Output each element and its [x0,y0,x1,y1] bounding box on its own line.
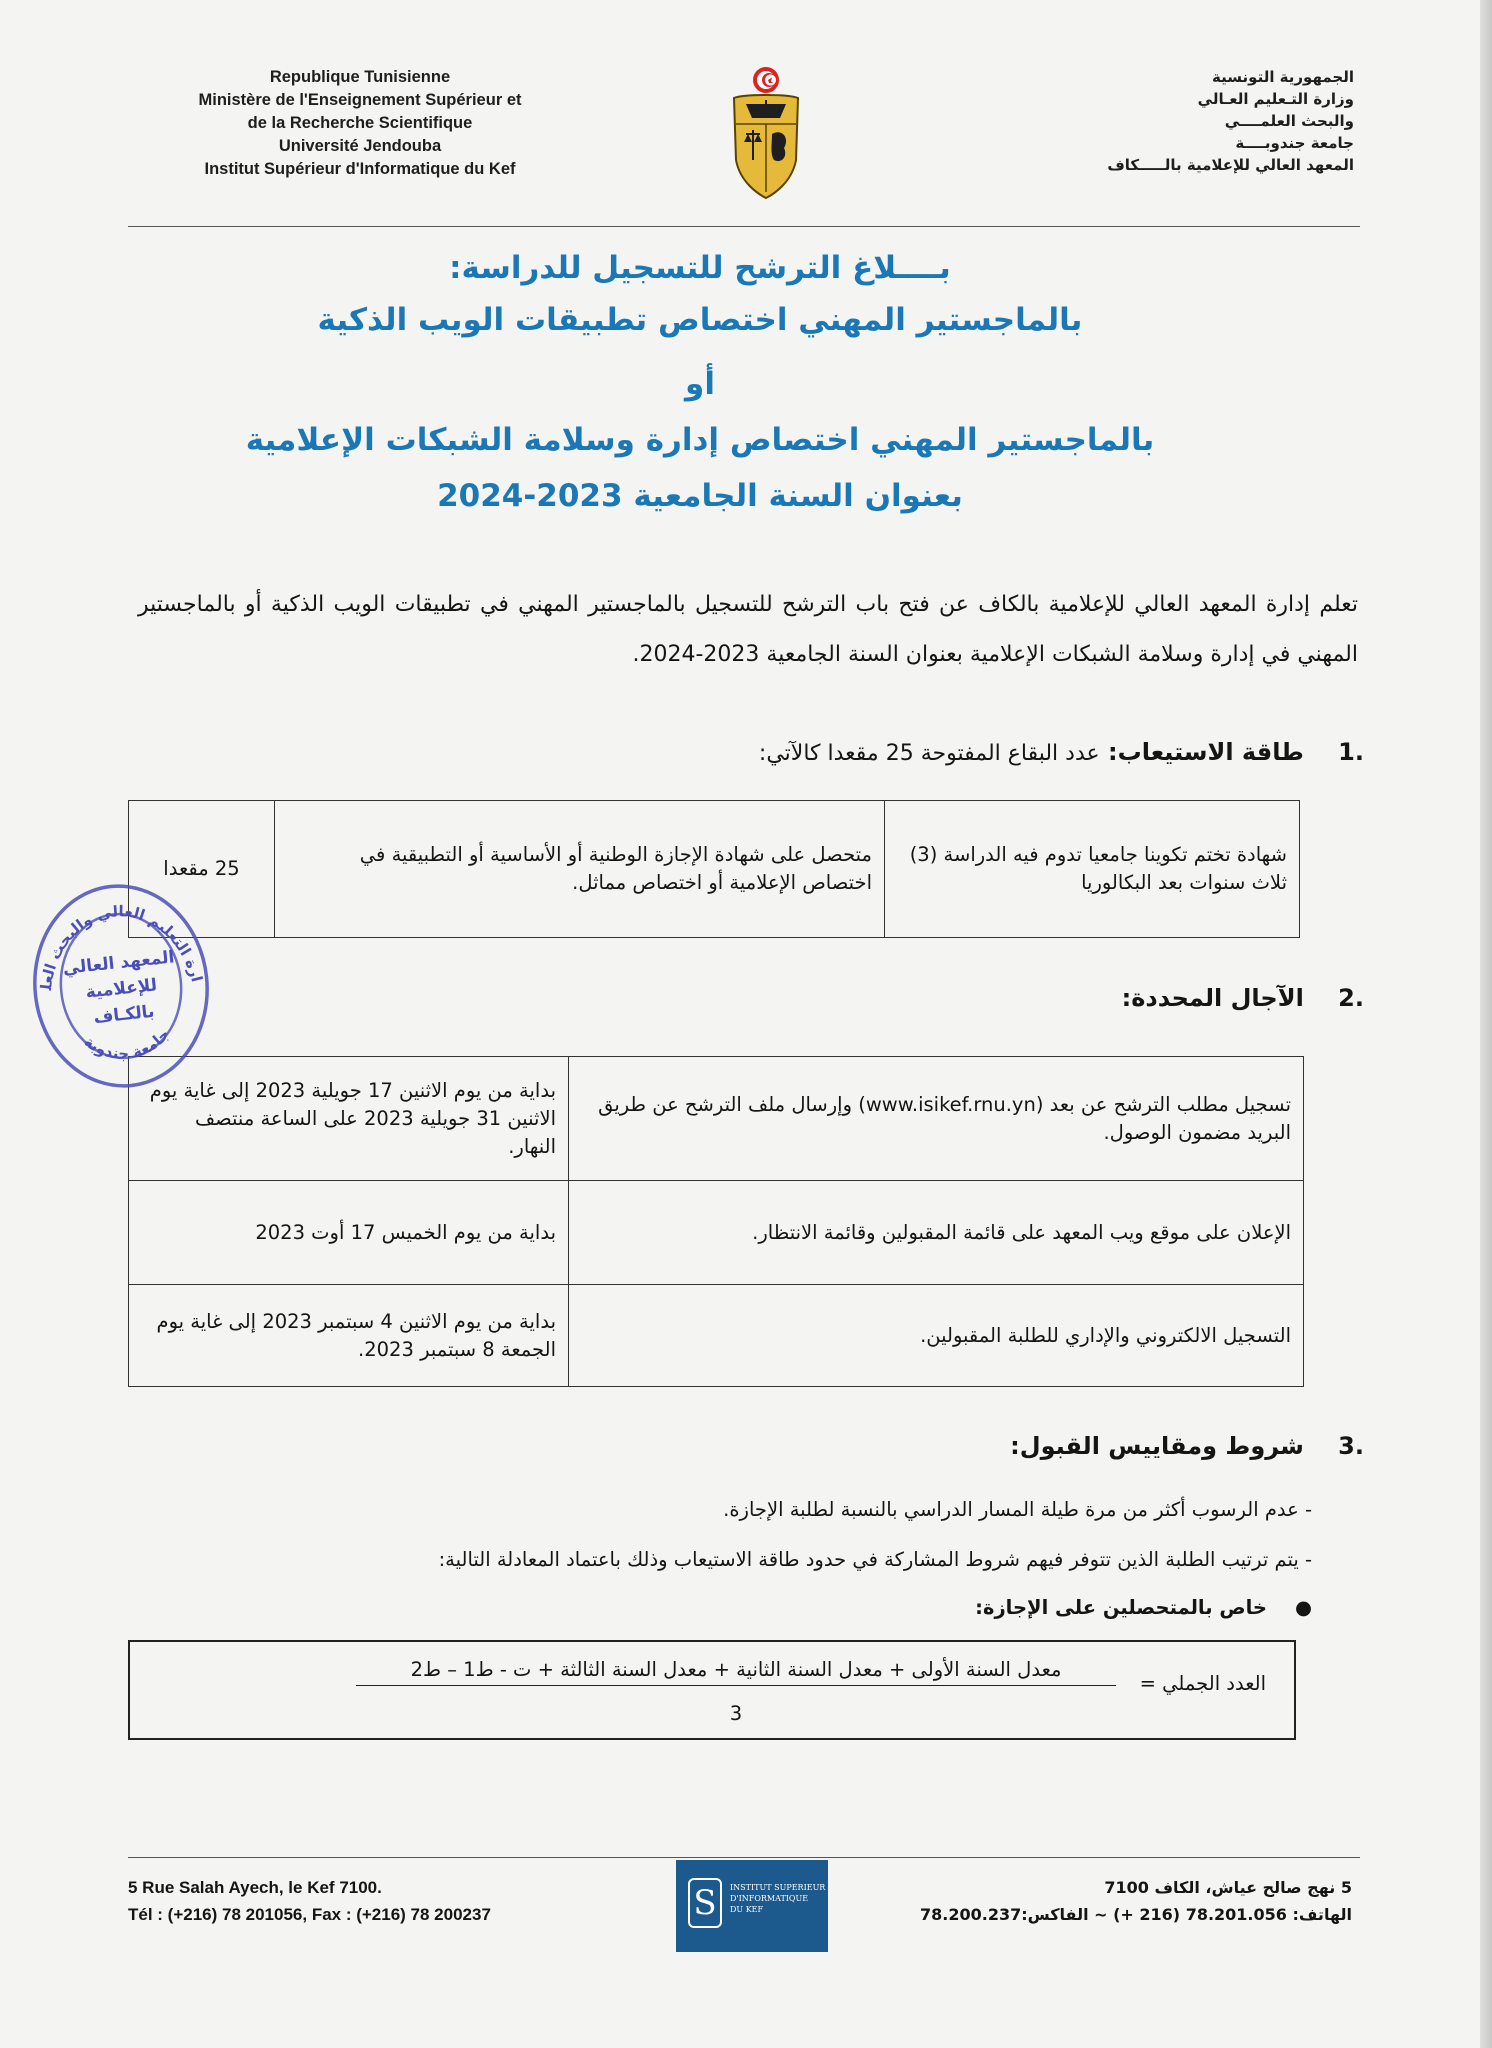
table-cell-date: بداية من يوم الاثنين 17 جويلية 2023 إلى غاية يوم الاثنين 31 جويلية 2023 على الساعة منتصف النهار. [129,1057,569,1181]
section-title: طاقة الاستيعاب: [1108,738,1304,766]
table-row [129,801,1300,938]
footer-address: 5 Rue Salah Ayech, le Kef 7100. [128,1878,382,1897]
section-number: .1 [1338,738,1364,766]
table-cell-diploma: شهادة تختم تكوينا جامعيا تدوم فيه الدراسة (3) ثلاث سنوات بعد البكالوريا [885,801,1300,938]
tunisia-coat-of-arms-icon [724,64,808,202]
header-ar-line: جامعة جندوبــــة [1235,134,1354,152]
stamp-center-line: بالكـاف [92,1001,156,1028]
table-cell-task: الإعلان على موقع ويب المعهد على قائمة المقبولين وقائمة الانتظار. [569,1181,1304,1285]
logo-text-line: D'INFORMATIQUE [730,1894,809,1903]
section-number: .2 [1338,984,1364,1012]
footer-address: 5 نهج صالح عياش، الكاف 7100 [1104,1878,1352,1897]
header-fr-line: Ministère de l'Enseignement Supérieur et [198,91,522,109]
title-line-4: بالماجستير المهني اختصاص إدارة وسلامة الشبكات الإعلامية [245,422,1155,458]
table-cell-seats: 25 مقعدا [129,801,275,938]
logo-text-line: DU KEF [730,1905,764,1914]
formula-box [128,1640,1296,1740]
page-edge-shadow [1480,0,1492,2048]
header-divider [128,226,1360,227]
header-fr-line: Republique Tunisienne [269,68,451,86]
bullet-dot-icon: ● [1294,1596,1312,1619]
table-cell-date: بداية من يوم الاثنين 4 سبتمبر 2023 إلى غاية يوم الجمعة 8 سبتمبر 2023. [129,1285,569,1387]
footer-phone: الهاتف: 78.201.056 (216 +) ~ الفاكس:78.200.237 [920,1905,1352,1924]
section-subtitle: عدد البقاع المفتوحة 25 مقعدا كالآتي: [758,741,1100,766]
stamp-bottom-text: جامعة جندوبة [80,1025,174,1063]
logo-letter: S [688,1878,722,1928]
footer-french [128,1874,491,1928]
stamp-center-line: المعهد العالي [61,947,176,979]
condition-item: - يتم ترتيب الطلبة الذين تتوفر فيهم شروط المشاركة في حدود طاقة الاستيعاب وذلك باعتماد المعادلة التالية: [438,1548,1312,1571]
section-number: .3 [1338,1432,1364,1460]
stamp-outer-text: وزارة التعليم العالي والبحث العلمي [36,902,206,991]
section-title: شروط ومقاييس القبول: [1010,1432,1304,1460]
header-fr-line: de la Recherche Scientifique [247,114,473,132]
formula-label: العدد الجملي = [1139,1672,1266,1695]
bullet-text: خاص بالمتحصلين على الإجازة: [975,1596,1267,1619]
table-cell-date: بداية من يوم الخميس 17 أوت 2023 [129,1181,569,1285]
capacity-table [128,800,1300,938]
table-cell-condition: متحصل على شهادة الإجازة الوطنية أو الأساسية أو التطبيقية في اختصاص الإعلامية أو اختصاص مماثل. [275,801,885,938]
footer-phone: Tél : (+216) 78 201056, Fax : (+216) 78 200237 [128,1905,491,1924]
header-ar-line: وزارة التـعليم العـالي [1197,90,1354,108]
institute-logo [676,1860,828,1952]
formula-numerator: معدل السنة الأولى + معدل السنة الثانية + معدل السنة الثالثة + ت - ط1 – ط2 [356,1658,1116,1686]
section-2-heading [1122,984,1364,1012]
header-french [160,66,560,181]
title-line-5: بعنوان السنة الجامعية 2023-2024 [437,478,963,514]
table-cell-task: التسجيل الالكتروني والإداري للطلبة المقبولين. [569,1285,1304,1387]
condition-item: - عدم الرسوب أكثر من مرة طيلة المسار الدراسي بالنسبة لطلبة الإجازة. [723,1498,1312,1521]
table-row [129,1181,1304,1285]
title-line-2: بالماجستير المهني اختصاص تطبيقات الويب الذكية [317,302,1083,338]
header-ar-line: المعهد العالي للإعلامية بالـــــكاف [1107,156,1354,174]
table-row [129,1057,1304,1181]
header-fr-line: Université Jendouba [278,137,442,155]
logo-text [730,1882,825,1915]
header-ar-line: والبحث العلمــــي [1224,112,1354,130]
section-1-heading [759,738,1364,766]
footer-divider [128,1857,1360,1858]
section-title: الآجال المحددة: [1121,984,1304,1012]
header-fr-line: Institut Supérieur d'Informatique du Kef [204,160,516,178]
title-line-1: بــــلاغ الترشح للتسجيل للدراسة: [449,250,951,286]
deadlines-table [128,1056,1304,1387]
stamp-center-line: للإعلامية [84,975,158,1003]
formula-denominator: 3 [729,1702,743,1725]
header-ar-line: الجمهورية التونسية [1212,68,1354,86]
intro-paragraph: تعلم إدارة المعهد العالي للإعلامية بالكاف عن فتح باب الترشح للتسجيل بالماجستير المهني في تطبيقات الويب الذكية أو بالماجستير المهني في إدارة وسلامة الشبكات الإعلامية بعنوان السنة الجامعية 2023-2024. [138,592,1358,667]
bullet-item [975,1596,1312,1619]
official-stamp [28,876,214,1096]
footer-arabic [920,1874,1352,1928]
header-arabic [1024,66,1354,176]
section-3-heading [1010,1432,1364,1460]
title-line-3: أو [685,366,715,402]
logo-text-line: INSTITUT SUPERIEUR [730,1883,826,1892]
table-row [129,1285,1304,1387]
table-cell-task: تسجيل مطلب الترشح عن بعد (www.isikef.rnu.yn) وإرسال ملف الترشح عن طريق البريد مضمون الوصول. [569,1057,1304,1181]
